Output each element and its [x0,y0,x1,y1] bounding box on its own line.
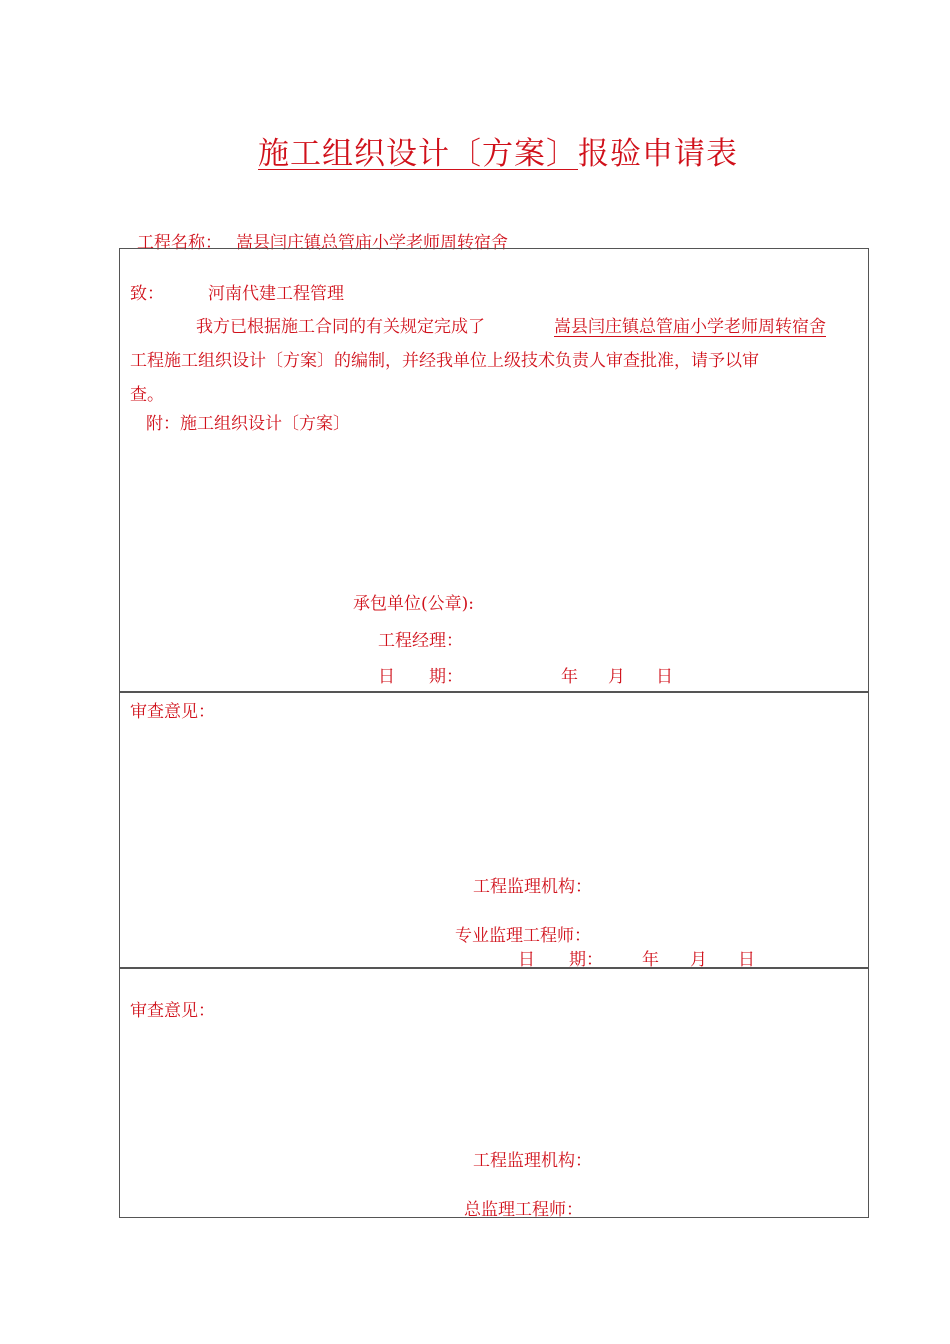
attachment-line: 附：施工组织设计〔方案〕 [146,414,350,434]
chief-review-opinion-label: 审查意见： [130,1001,215,1021]
addressee-value: 河南代建工程管理 [208,284,344,304]
review-opinion-label: 审查意见： [130,702,215,722]
statement-line2: 工程施工组织设计〔方案〕的编制，并经我单位上级技术负责人审查批准，请予以审 [130,351,759,371]
review-date-month: 月 [690,950,707,970]
project-name-label: 工程名称： [137,233,222,253]
statement-project-name: 嵩县闫庄镇总管庙小学老师周转宿舍 [554,317,826,337]
supervision-org-label: 工程监理机构： [473,877,592,897]
review-date-day: 日 [738,950,755,970]
date-year: 年 [561,667,578,687]
title-rest: 报验申请表 [578,136,738,172]
addressee-label: 致： [130,284,164,304]
chief-review-section [119,967,869,1218]
page-title [0,128,950,173]
review-date-label: 日 期： [518,950,603,970]
title-underlined-part: 施工组织设计〔方案〕 [258,136,578,172]
review-date-year: 年 [642,950,659,970]
project-name-value: 嵩县闫庄镇总管庙小学老师周转宿舍 [236,233,508,253]
chief-supervision-org-label: 工程监理机构： [473,1151,592,1171]
contractor-seal-label: 承包单位(公章): [353,594,474,614]
date-month: 月 [608,667,625,687]
date-label: 日 期： [378,667,463,687]
professional-engineer-label: 专业监理工程师： [455,926,591,946]
statement-line1-prefix: 我方已根据施工合同的有关规定完成了 [196,317,485,337]
date-day: 日 [656,667,673,687]
chief-engineer-label: 总监理工程师： [464,1200,583,1220]
project-manager-label: 工程经理： [378,631,463,651]
statement-line3: 查。 [130,385,164,405]
